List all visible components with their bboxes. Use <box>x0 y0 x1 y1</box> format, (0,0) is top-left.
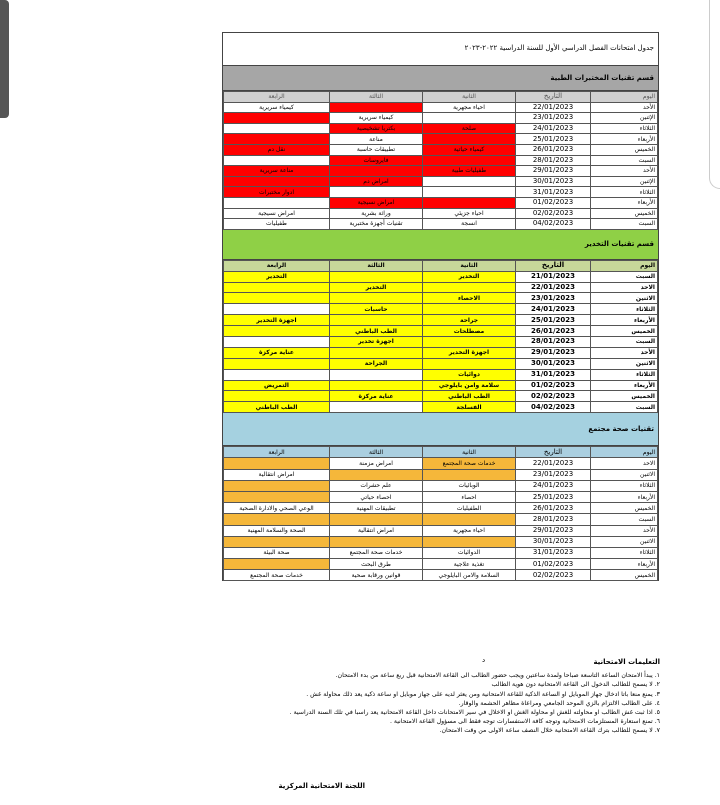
cell-t: 26/01/2023 <box>516 503 591 514</box>
cell-a <box>423 187 516 198</box>
cell-d: السبت <box>591 271 658 282</box>
cell-d: السبت <box>591 402 658 413</box>
cell-a: مصطلحات <box>423 326 516 337</box>
table-row <box>224 391 658 402</box>
table-row <box>224 176 658 187</box>
cell-t: 01/02/2023 <box>516 197 591 208</box>
table-row <box>224 503 658 514</box>
cell-d: الاثنين <box>591 536 658 547</box>
cell-d: الأربعاء <box>591 491 658 502</box>
cell-a: احياء مجهرية <box>423 102 516 113</box>
table-row <box>224 491 658 502</box>
instruction-item: ١. يبدأ الامتحان الساعة التاسعة صباحا ولمدة ساعتين ويجب حضور الطالب الى القاعة الامتحانية قبل ربع ساعة من بدء الامتحان. <box>335 672 660 680</box>
cell-b: مناعة <box>330 134 423 145</box>
cell-t: 26/01/2023 <box>516 326 591 337</box>
cell-d: الثلاثاء <box>591 123 658 134</box>
cell-b: امراض دم <box>330 176 423 187</box>
cell-b: علم حشرات <box>330 480 423 491</box>
cell-a <box>423 536 516 547</box>
section-title: قسم تقنيات المختبرات الطبية <box>223 66 658 91</box>
cell-a: التخدير <box>423 271 516 282</box>
table-row <box>224 559 658 570</box>
cell-a <box>423 282 516 293</box>
cell-a: السلامة والامن البايلوجي <box>423 570 516 581</box>
table-row <box>224 102 658 113</box>
cell-a <box>423 134 516 145</box>
cell-a <box>423 469 516 480</box>
cell-a: الوبائيات <box>423 480 516 491</box>
table-row <box>224 336 658 347</box>
cell-b: الجراحة <box>330 358 423 369</box>
schedule-table <box>223 446 658 581</box>
cell-t: 24/01/2023 <box>516 304 591 315</box>
cell-c: امراض نسيجية <box>224 208 330 219</box>
cell-d: الثلاثاء <box>591 480 658 491</box>
cell-d: الاحد <box>591 282 658 293</box>
cell-c: نقل دم <box>224 144 330 155</box>
cell-c <box>224 113 330 124</box>
table-row <box>224 219 658 230</box>
cell-a <box>423 304 516 315</box>
cell-d: الأحد <box>591 525 658 536</box>
cell-b <box>330 514 423 525</box>
table-row <box>224 469 658 480</box>
table-row <box>224 282 658 293</box>
cell-t: 26/01/2023 <box>516 144 591 155</box>
cell-c <box>224 304 330 315</box>
cell-t: 01/02/2023 <box>516 380 591 391</box>
cell-t: 29/01/2023 <box>516 166 591 177</box>
cell-a <box>423 197 516 208</box>
cell-a: الفسلجة <box>423 402 516 413</box>
cell-a: احياء مجهرية <box>423 525 516 536</box>
cell-c: عناية مركزة <box>224 347 330 358</box>
cell-c: خدمات صحة المجتمع <box>224 570 330 581</box>
cell-d: الأربعاء <box>591 134 658 145</box>
cell-t: 23/01/2023 <box>516 293 591 304</box>
header-c2: الثانية <box>423 447 516 458</box>
cell-b <box>330 347 423 358</box>
cell-d: السبت <box>591 155 658 166</box>
viewer-edge-left <box>0 0 9 118</box>
table-row <box>224 304 658 315</box>
cell-a: سلامة وامن بايلوجي <box>423 380 516 391</box>
header-c3: الثالثة <box>330 92 423 103</box>
cell-b <box>330 293 423 304</box>
cell-d: السبت <box>591 514 658 525</box>
table-row <box>224 380 658 391</box>
cell-a <box>423 336 516 347</box>
cell-b: بكتريا تشخيصية <box>330 123 423 134</box>
cell-a: صلحة <box>423 123 516 134</box>
viewer-edge-right <box>709 0 720 189</box>
cell-t: 25/01/2023 <box>516 134 591 145</box>
instruction-item: ٦. تمنع استعارة المستلزمات الامتحانية وتوجه كافة الاستفسارات توجه فقط الى مسؤول القاعة الامتحانية . <box>389 718 660 726</box>
table-row <box>224 113 658 124</box>
cell-a: انسجة <box>423 219 516 230</box>
cell-c <box>224 514 330 525</box>
cell-t: 22/01/2023 <box>516 282 591 293</box>
cell-b <box>330 102 423 113</box>
cell-c <box>224 123 330 134</box>
cell-d: السبت <box>591 336 658 347</box>
table-header-row <box>224 447 658 458</box>
cell-c: ادوار مختبرات <box>224 187 330 198</box>
cell-c: التخدير <box>224 271 330 282</box>
table-row <box>224 547 658 558</box>
cell-b: فايروسات <box>330 155 423 166</box>
signature: اللجنة الامتحانية المركزية <box>278 782 365 790</box>
cell-d: الأربعاء <box>591 315 658 326</box>
cell-a: احياء جزيئي <box>423 208 516 219</box>
cell-a <box>423 176 516 187</box>
cell-a: احصاء <box>423 491 516 502</box>
cell-c <box>224 536 330 547</box>
cell-c: مناعة سريرية <box>224 166 330 177</box>
header-day: اليوم <box>591 92 658 103</box>
cell-t: 22/01/2023 <box>516 458 591 469</box>
cell-c <box>224 336 330 347</box>
cell-c <box>224 176 330 187</box>
table-row <box>224 458 658 469</box>
header-c2: الثانية <box>423 260 516 271</box>
cell-a: الدوائيات <box>423 547 516 558</box>
cell-c: اجهزة التخدير <box>224 315 330 326</box>
cell-d: الثلاثاء <box>591 369 658 380</box>
cell-b: طرق البحث <box>330 559 423 570</box>
cell-c: الصحة والسلامة المهنية <box>224 525 330 536</box>
header-day: اليوم <box>591 260 658 271</box>
header-c4: الرابعة <box>224 260 330 271</box>
cell-c: الوعي الصحي والادارة الصحية <box>224 503 330 514</box>
schedule-title: جدول امتحانات الفصل الدراسي الأول للسنة الدراسية ٢٠٢٢-٢٠٢٣ <box>223 33 658 66</box>
cell-d: الثلاثاء <box>591 304 658 315</box>
cell-c <box>224 391 330 402</box>
cell-d: الاثنين <box>591 293 658 304</box>
schedule-table <box>223 260 658 413</box>
cell-t: 28/01/2023 <box>516 155 591 166</box>
header-c2: الثانية <box>423 92 516 103</box>
cell-t: 22/01/2023 <box>516 102 591 113</box>
cell-c: التمريض <box>224 380 330 391</box>
table-row <box>224 134 658 145</box>
cell-d: الخميس <box>591 570 658 581</box>
cell-d: الخميس <box>591 208 658 219</box>
cell-b: الطب الباطني <box>330 326 423 337</box>
cell-t: 28/01/2023 <box>516 336 591 347</box>
section-title: تقنيات صحة مجتمع <box>223 413 658 446</box>
cell-b: تطبيقات حاسبة <box>330 144 423 155</box>
table-row <box>224 514 658 525</box>
cell-c: كيمياء سريرية <box>224 102 330 113</box>
cell-t: 31/01/2023 <box>516 187 591 198</box>
table-row <box>224 480 658 491</box>
cell-t: 01/02/2023 <box>516 559 591 570</box>
cell-c: طفيليات <box>224 219 330 230</box>
cell-t: 30/01/2023 <box>516 176 591 187</box>
cell-d: الاثنين <box>591 469 658 480</box>
header-day: اليوم <box>591 447 658 458</box>
cell-d: الأربعاء <box>591 197 658 208</box>
header-date: التاريخ <box>516 447 591 458</box>
table-row <box>224 525 658 536</box>
cell-a: الاحصاء <box>423 293 516 304</box>
cell-c <box>224 282 330 293</box>
cell-t: 23/01/2023 <box>516 469 591 480</box>
cell-t: 31/01/2023 <box>516 369 591 380</box>
cell-c <box>224 197 330 208</box>
cell-a: تغذية علاجية <box>423 559 516 570</box>
cell-c <box>224 369 330 380</box>
cell-a: طفيليات طبية <box>423 166 516 177</box>
cell-d: الخميس <box>591 391 658 402</box>
cell-c: الطب الباطني <box>224 402 330 413</box>
cell-t: 24/01/2023 <box>516 123 591 134</box>
cell-a: جراحة <box>423 315 516 326</box>
cell-t: 02/02/2023 <box>516 570 591 581</box>
cell-b: عناية مركزة <box>330 391 423 402</box>
header-date: التاريخ <box>516 260 591 271</box>
cell-t: 04/02/2023 <box>516 219 591 230</box>
cell-a <box>423 155 516 166</box>
cell-t: 29/01/2023 <box>516 347 591 358</box>
cell-c <box>224 480 330 491</box>
cell-b <box>330 187 423 198</box>
cell-b: تطبيقات المهنية <box>330 503 423 514</box>
cell-a: خدمات صحة المجتمع <box>423 458 516 469</box>
cell-t: 23/01/2023 <box>516 113 591 124</box>
cell-b: امراض مزمنة <box>330 458 423 469</box>
table-row <box>224 570 658 581</box>
table-row <box>224 358 658 369</box>
table-row <box>224 197 658 208</box>
cell-b: امراض انتقالية <box>330 525 423 536</box>
cell-b: حاسبات <box>330 304 423 315</box>
cell-t: 25/01/2023 <box>516 315 591 326</box>
cell-b: التخدير <box>330 282 423 293</box>
header-date: التاريخ <box>516 92 591 103</box>
cell-b <box>330 536 423 547</box>
table-row <box>224 166 658 177</box>
instruction-item: ٣. يمنع منعا باتا ادخال جهاز الموبايل او الساعة الذكية للقاعة الامتحانية ومن يعثر لديه على جهاز موبايل او ساعة ذكية يعد ذلك محاولة غش . <box>306 690 660 698</box>
cell-c <box>224 134 330 145</box>
instructions <box>180 658 660 736</box>
cell-c <box>224 559 330 570</box>
table-row <box>224 123 658 134</box>
cell-c: امراض انتقالية <box>224 469 330 480</box>
cell-b: اجهزة تخدير <box>330 336 423 347</box>
schedule-table <box>223 91 658 230</box>
cell-c <box>224 326 330 337</box>
table-row <box>224 293 658 304</box>
cell-a: الطفيليات <box>423 503 516 514</box>
header-c4: الرابعة <box>224 92 330 103</box>
cell-d: الخميس <box>591 144 658 155</box>
table-header-row <box>224 260 658 271</box>
table-row <box>224 326 658 337</box>
cell-b: تقنيات أجهزة مختبرية <box>330 219 423 230</box>
header-c3: الثالثة <box>330 260 423 271</box>
table-row <box>224 144 658 155</box>
table-header-row <box>224 92 658 103</box>
cell-d: الإثنين <box>591 113 658 124</box>
cell-a <box>423 358 516 369</box>
cell-b <box>330 402 423 413</box>
exam-schedule <box>222 32 659 581</box>
cell-c <box>224 155 330 166</box>
cell-d: الخميس <box>591 503 658 514</box>
cell-b: امراض نسيجية <box>330 197 423 208</box>
table-row <box>224 369 658 380</box>
instruction-item: ٧. لا يسمح للطالب بترك القاعة الامتحانية خلال النصف ساعة الاولى من وقت الامتحان. <box>439 727 660 735</box>
cell-c <box>224 358 330 369</box>
table-row <box>224 208 658 219</box>
cell-a: دوائيات <box>423 369 516 380</box>
cell-d: السبت <box>591 219 658 230</box>
table-row <box>224 187 658 198</box>
cell-b: كيمياء سريرية <box>330 113 423 124</box>
cell-c <box>224 458 330 469</box>
cell-b <box>330 271 423 282</box>
cell-t: 21/01/2023 <box>516 271 591 282</box>
cell-t: 29/01/2023 <box>516 525 591 536</box>
cell-t: 24/01/2023 <box>516 480 591 491</box>
table-row <box>224 402 658 413</box>
cell-c <box>224 293 330 304</box>
header-c4: الرابعة <box>224 447 330 458</box>
cell-t: 30/01/2023 <box>516 358 591 369</box>
cell-c <box>224 491 330 502</box>
cell-t: 02/02/2023 <box>516 391 591 402</box>
cell-a: كيمياء حياتية <box>423 144 516 155</box>
cell-c: صحة البيئة <box>224 547 330 558</box>
cell-b: وراثة بشرية <box>330 208 423 219</box>
cell-t: 04/02/2023 <box>516 402 591 413</box>
table-row <box>224 347 658 358</box>
header-c3: الثالثة <box>330 447 423 458</box>
instructions-heading: التعليمات الامتحانية <box>593 658 660 666</box>
cell-d: الثلاثاء <box>591 547 658 558</box>
cell-d: الاثنين <box>591 358 658 369</box>
cell-d: الأربعاء <box>591 380 658 391</box>
cell-d: الإثنين <box>591 176 658 187</box>
cell-d: الثلاثاء <box>591 187 658 198</box>
table-row <box>224 536 658 547</box>
cell-b <box>330 469 423 480</box>
cell-t: 31/01/2023 <box>516 547 591 558</box>
table-row <box>224 271 658 282</box>
cell-t: 25/01/2023 <box>516 491 591 502</box>
cell-d: الأحد <box>591 347 658 358</box>
cell-b <box>330 166 423 177</box>
scribble-mark: د <box>482 656 486 664</box>
instruction-item: ٤. على الطالب الالتزام بالزي الموحد الجامعي ومراعاة مظاهر الحشمة والوقار. <box>458 699 660 707</box>
cell-b <box>330 315 423 326</box>
cell-d: الخميس <box>591 326 658 337</box>
cell-b <box>330 369 423 380</box>
cell-d: الأحد <box>591 166 658 177</box>
cell-a: الطب الباطني <box>423 391 516 402</box>
cell-t: 28/01/2023 <box>516 514 591 525</box>
instruction-item: ٢. لا يسمح للطالب الدخول الى القاعة الامتحانية دون هوية الطالب <box>491 681 660 689</box>
cell-a: اجهزة التخدير <box>423 347 516 358</box>
cell-t: 30/01/2023 <box>516 536 591 547</box>
cell-d: الأحد <box>591 102 658 113</box>
cell-d: الأربعاء <box>591 559 658 570</box>
cell-t: 02/02/2023 <box>516 208 591 219</box>
instruction-item: ٥. اذا ثبت غش الطالب او محاولته للغش او محاولة الغش او الاخلال في سير الامتحانات داخل القاعة الامتحانية يعد راسبا في تلك السنة الدراسية . <box>289 709 660 717</box>
cell-b: خدمات صحة المجتمع <box>330 547 423 558</box>
cell-b <box>330 380 423 391</box>
table-row <box>224 155 658 166</box>
cell-b: احصاء حياتي <box>330 491 423 502</box>
cell-d: الاحد <box>591 458 658 469</box>
cell-b: قوانين ورقابة صحية <box>330 570 423 581</box>
cell-a <box>423 113 516 124</box>
section-title: قسم تقنيات التخدير <box>223 230 658 260</box>
cell-a <box>423 514 516 525</box>
table-row <box>224 315 658 326</box>
